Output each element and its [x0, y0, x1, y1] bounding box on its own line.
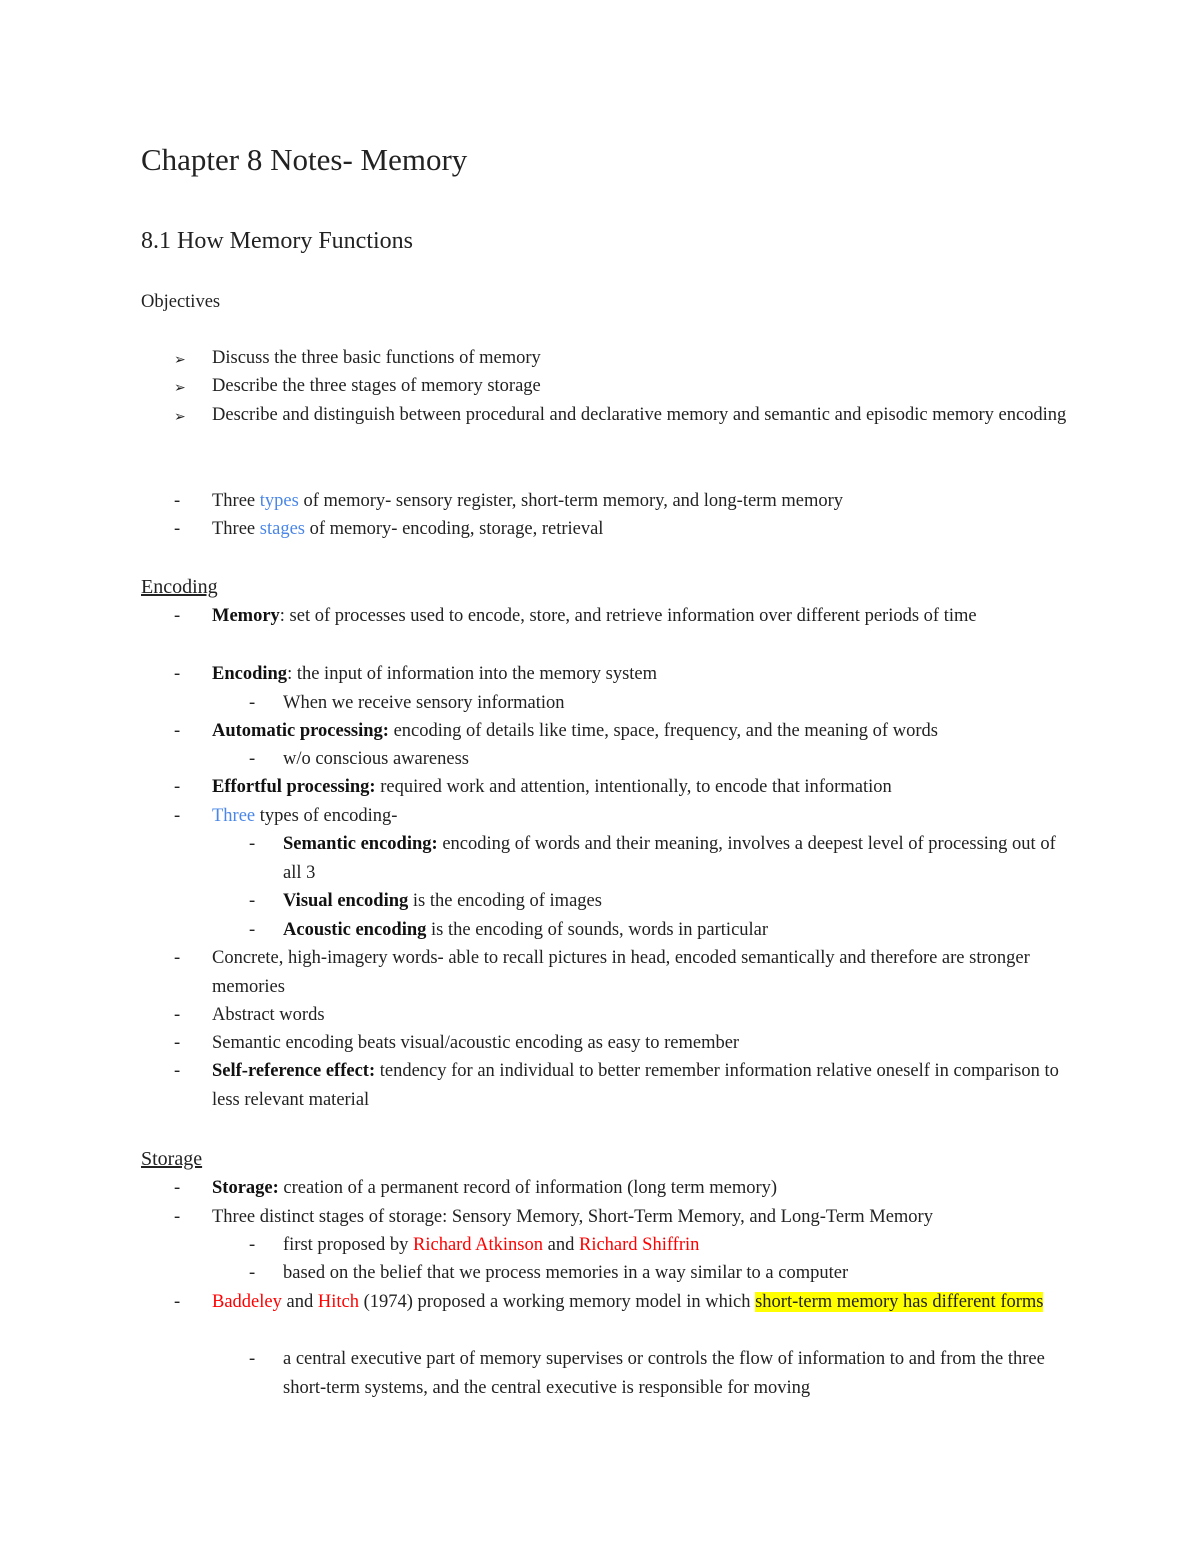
person-name: Hitch — [317, 1292, 359, 1312]
dash-bullet: - — [174, 664, 181, 684]
encoding-heading: Encoding — [141, 576, 218, 598]
list-item: - first proposed by Richard Atkinson and Richard Shiffrin — [283, 1231, 1073, 1260]
dash-bullet: - — [174, 948, 181, 968]
arrow-bullet-icon: ➢ — [174, 352, 186, 368]
objective-item — [174, 344, 1072, 373]
highlighted-text: short-term memory has different forms — [755, 1292, 1044, 1312]
dash-bullet: - — [174, 1178, 181, 1198]
list-item: - Semantic encoding: encoding of words and their meaning, involves a deepest level of processing out of all 3 — [283, 830, 1073, 887]
list-item: - Three types of encoding- — [212, 802, 1072, 831]
dash-bullet: - — [174, 777, 181, 797]
dash-bullet: - — [249, 1349, 256, 1369]
list-item: - Three types of memory- sensory register, short-term memory, and long-term memory — [212, 487, 1072, 516]
list-item: - Three distinct stages of storage: Sensory Memory, Short-Term Memory, and Long-Term Memory — [212, 1203, 1072, 1232]
list-item: - Abstract words — [212, 1001, 1072, 1030]
list-item: - Effortful processing: required work and attention, intentionally, to encode that information — [212, 773, 1072, 802]
highlight-word: stages — [259, 519, 305, 539]
dash-bullet: - — [174, 606, 181, 626]
dash-bullet: - — [249, 891, 256, 911]
list-item: - a central executive part of memory supervises or controls the flow of information to and from the three short-term systems, and the central executive is responsible for moving — [283, 1345, 1073, 1402]
objective-item — [174, 401, 1072, 430]
list-item: - Semantic encoding beats visual/acoustic encoding as easy to remember — [212, 1029, 1072, 1058]
storage-heading: Storage — [141, 1148, 203, 1170]
dash-bullet: - — [249, 1263, 256, 1283]
dash-bullet: - — [174, 806, 181, 826]
objective-text: Describe and distinguish between procedural and declarative memory and semantic and episodic memory encoding — [212, 405, 1067, 425]
list-item: - Memory: set of processes used to encode, store, and retrieve information over different periods of time — [212, 602, 1072, 631]
dash-bullet: - — [249, 1235, 256, 1255]
list-item: - Visual encoding is the encoding of images — [283, 887, 1073, 916]
arrow-bullet-icon: ➢ — [174, 380, 186, 396]
dash-bullet: - — [174, 1033, 181, 1053]
dash-bullet: - — [174, 1061, 181, 1081]
list-item: - Acoustic encoding is the encoding of sounds, words in particular — [283, 916, 1073, 945]
term: Encoding — [212, 664, 288, 684]
person-name: Richard Shiffrin — [578, 1235, 700, 1255]
list-item: - When we receive sensory information — [283, 689, 1073, 718]
dash-bullet: - — [174, 1005, 181, 1025]
term: Effortful processing: — [212, 777, 376, 797]
person-name: Baddeley — [212, 1292, 282, 1312]
term: Visual encoding — [283, 891, 409, 911]
objective-item — [174, 372, 1072, 401]
objective-text: Discuss the three basic functions of memory — [212, 348, 541, 368]
page-title: Chapter 8 Notes- Memory — [141, 142, 468, 177]
highlight-word: types — [259, 491, 299, 511]
list-item: - Concrete, high-imagery words- able to recall pictures in head, encoded semantically and therefore are stronger memories — [212, 944, 1072, 1001]
objectives-label: Objectives — [141, 292, 221, 312]
term: Self-reference effect: — [212, 1061, 376, 1081]
term: Storage: — [212, 1178, 279, 1198]
dash-bullet: - — [249, 920, 256, 940]
dash-bullet: - — [249, 834, 256, 854]
term: Acoustic encoding — [283, 920, 427, 940]
dash-bullet: - — [174, 721, 181, 741]
list-item: - Encoding: the input of information into the memory system — [212, 660, 1072, 689]
list-item: - based on the belief that we process memories in a way similar to a computer — [283, 1259, 1073, 1288]
objective-text: Describe the three stages of memory storage — [212, 376, 541, 396]
dash-bullet: - — [174, 1292, 181, 1312]
list-item: - Storage: creation of a permanent record of information (long term memory) — [212, 1174, 1072, 1203]
dash-bullet: - — [174, 1207, 181, 1227]
list-item: - Self-reference effect: tendency for an individual to better remember information relative oneself in comparison to less relevant material — [212, 1057, 1072, 1114]
term: Automatic processing: — [212, 721, 389, 741]
person-name: Richard Atkinson — [413, 1235, 544, 1255]
highlight-word: Three — [212, 806, 256, 826]
term: Semantic encoding: — [283, 834, 438, 854]
dash-bullet: - — [174, 491, 181, 511]
dash-bullet: - — [249, 749, 256, 769]
term: Memory — [212, 606, 280, 626]
list-item: - w/o conscious awareness — [283, 745, 1073, 774]
section-title: 8.1 How Memory Functions — [141, 228, 413, 254]
arrow-bullet-icon: ➢ — [174, 409, 186, 425]
dash-bullet: - — [174, 519, 181, 539]
list-item: - Baddeley and Hitch (1974) proposed a working memory model in which short-term memory has different forms — [212, 1288, 1072, 1317]
list-item: - Three stages of memory- encoding, storage, retrieval — [212, 515, 1072, 544]
dash-bullet: - — [249, 693, 256, 713]
list-item: - Automatic processing: encoding of details like time, space, frequency, and the meaning of words — [212, 717, 1072, 746]
